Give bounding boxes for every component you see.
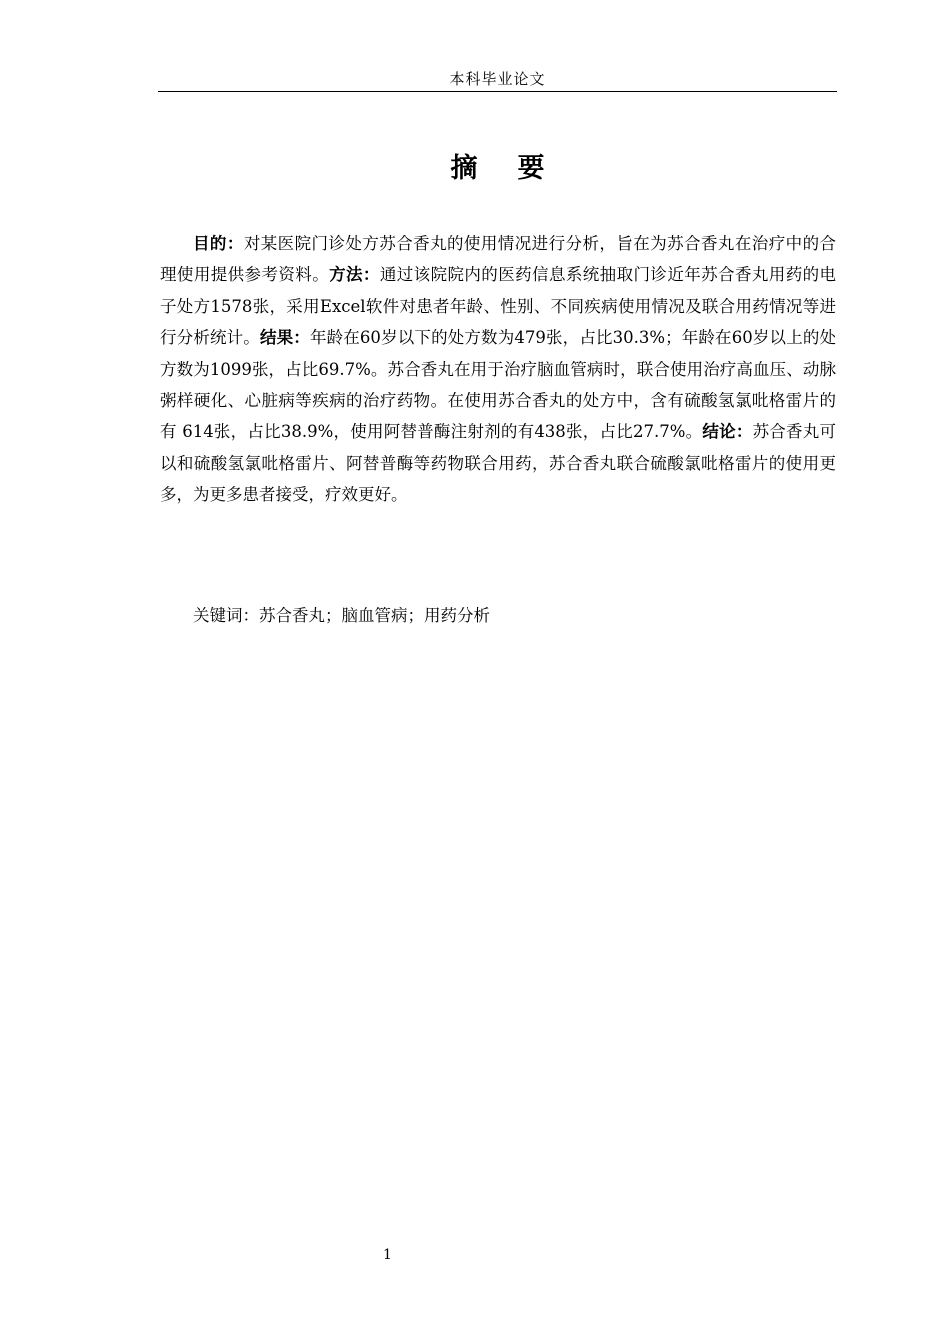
conclusion-text: 苏合香丸可以和硫酸氢氯吡格雷片、阿替普酶等药物联合用药，苏合香丸联合硫酸氯吡格雷片的使用更多，为更多患者接受，疗效更好。 [160,422,836,505]
keywords-line [160,600,836,631]
page-number: 1 [383,1247,392,1263]
title-char-2: 要 [517,153,545,184]
abstract-paragraph [160,228,836,511]
title-char-1: 摘 [450,153,478,184]
header-divider [158,91,837,92]
conclusion-label: 结论： [702,422,753,442]
keywords-text: 苏合香丸；脑血管病；用药分析 [259,606,490,625]
objective-text: 对某医院门诊处方苏合香丸的使用情况进行分析，旨在为苏合香丸在治疗中的合理使用提供参考资料。 [160,234,837,285]
abstract-title [158,146,837,185]
keywords-label: 关键词： [193,606,259,625]
objective-label: 目的： [193,234,244,253]
result-text: 年龄在60岁以下的处方数为479张，占比30.3%；年龄在60岁以上的处方数为1099张，占比69.7%。苏合香丸在用于治疗脑血管病时，联合使用治疗高血压、动脉粥样硬化、心脏病等疾病的治疗药物。在使用苏合香丸的处方中，含有硫酸氢氯吡格雷片的有 614张，占比38.9%，使用阿替普酶注射剂的有438张，占比27.7%。 [160,328,837,442]
method-text: 通过该院院内的医药信息系统抽取门诊近年苏合香丸用药的电子处方1578张，采用Excel软件对患者年龄、性别、不同疾病使用情况及联合用药情况等进行分析统计。 [160,265,837,348]
running-header: 本科毕业论文 [449,70,546,88]
result-label: 结果： [259,328,310,348]
method-label: 方法： [329,265,380,285]
